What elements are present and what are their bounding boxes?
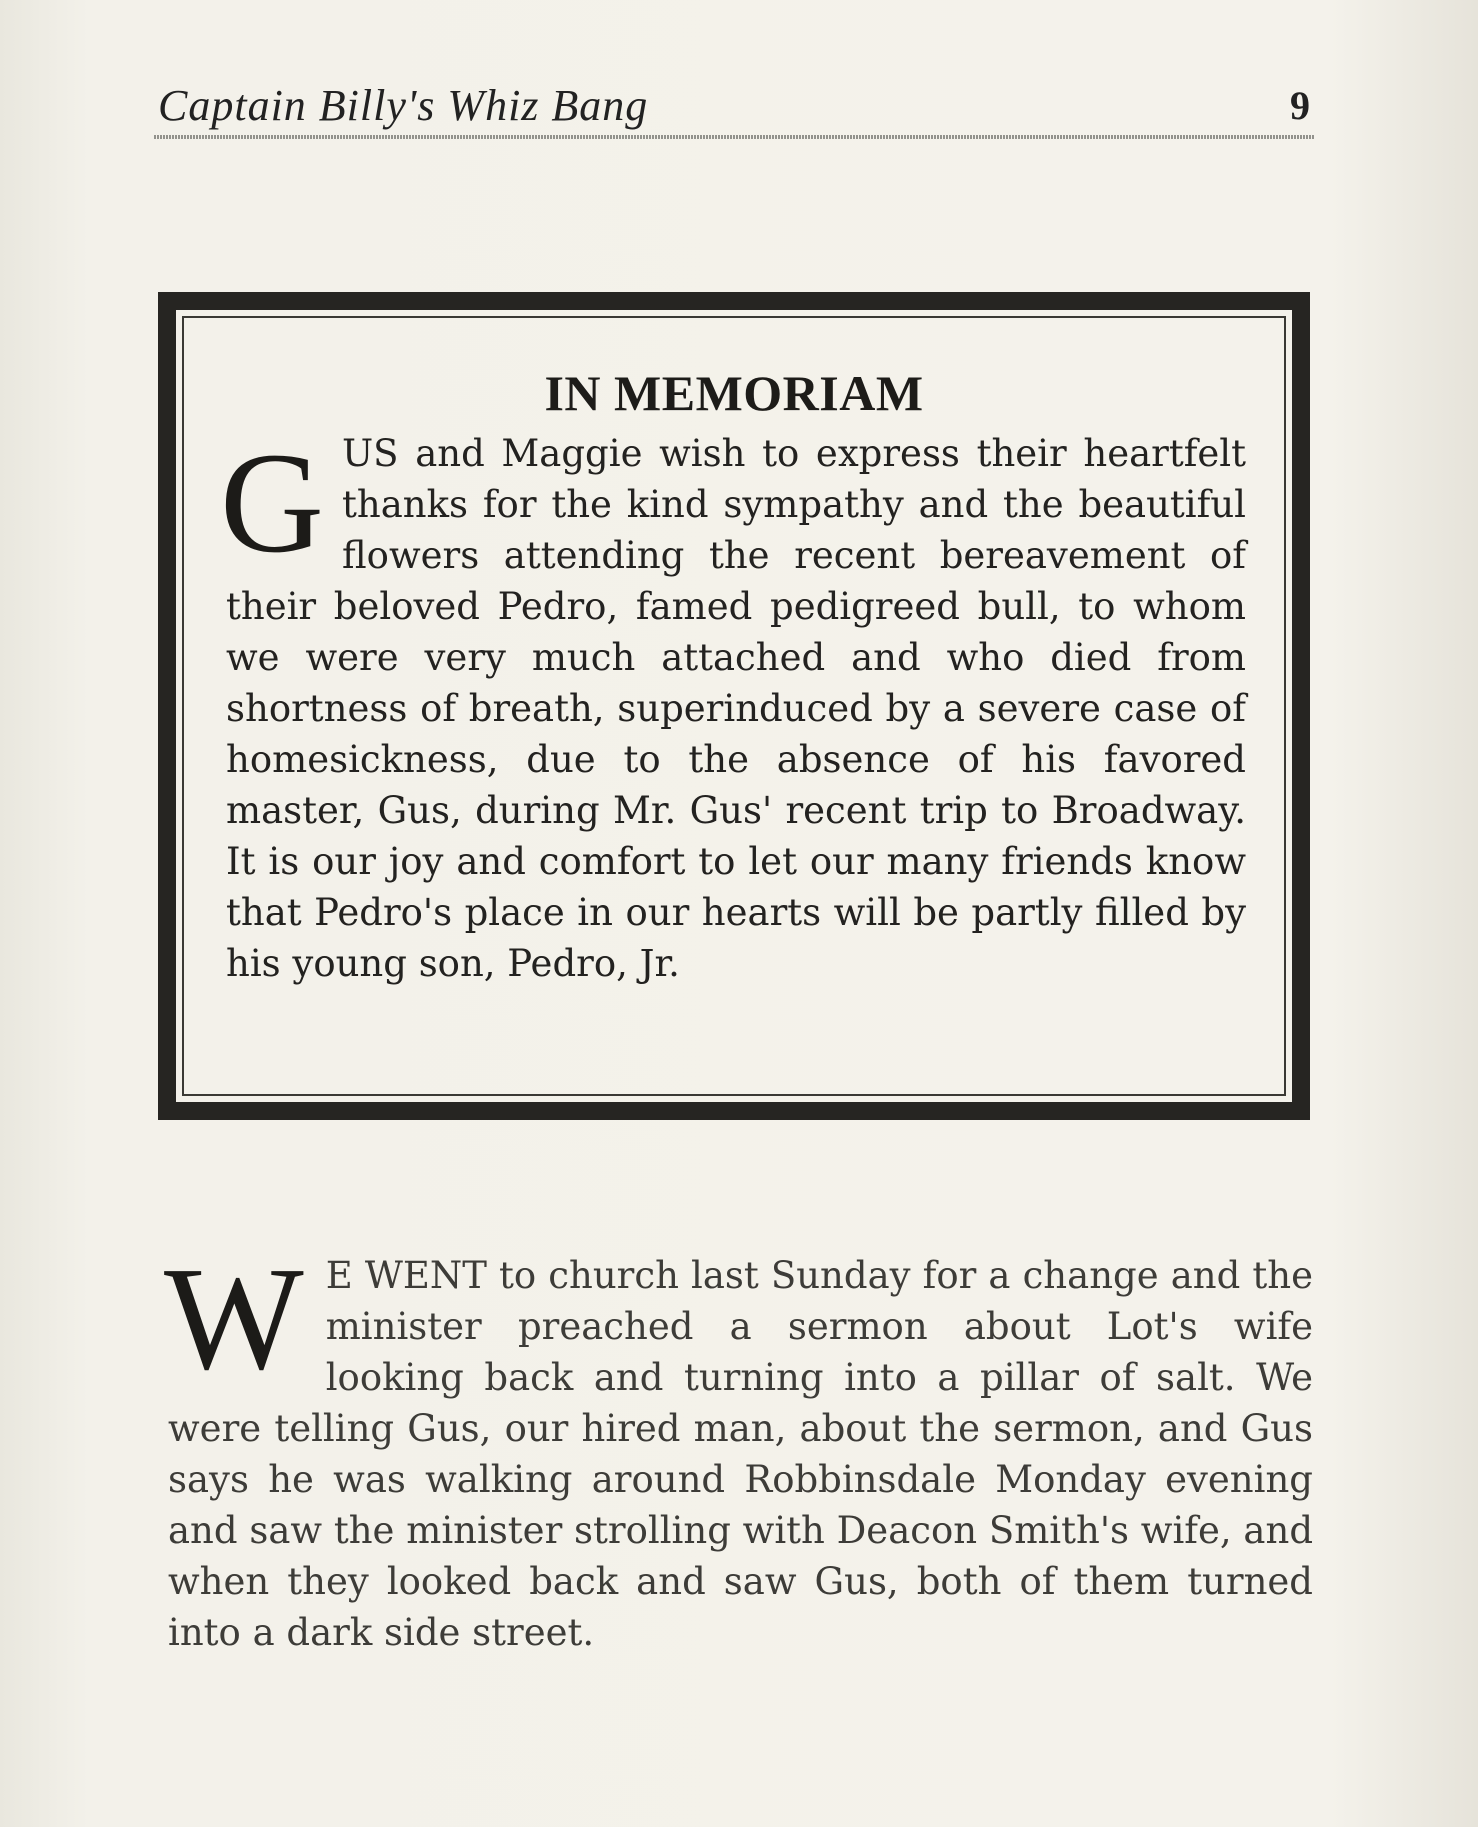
anecdote-body: E WENT to church last Sunday for a change and the minister preached a sermon about Lot's wife looking back and turning into a pillar of salt. We were telling Gus, our hired man, about the sermon, and Gus says he was walking around Robbinsdale Monday evening and saw the minister strolling with Deacon Smith's wife, and when they looked back and saw Gus, both of them turned into a dark side street. [168,1254,1313,1654]
page-number: 9 [1290,83,1310,128]
memoriam-paragraph [220,424,1246,989]
memoriam-body: US and Maggie wish to express their heartfelt thanks for the kind sympathy and the beautiful flowers attending the recent bereavement of their beloved Pedro, famed pedigreed bull, to whom we were very much attached and who died from shortness of breath, superinduced by a severe case of homesickness, due to the absence of his favored master, Gus, during Mr. Gus' recent trip to Broadway. It is our joy and comfort to let our many friends know that Pedro's place in our hearts will be partly filled by his young son, Pedro, Jr. [226,432,1246,985]
drop-cap-w: W [164,1237,304,1401]
running-head [158,80,1310,136]
anecdote-paragraph [164,1237,1313,1658]
memoriam-box [158,292,1310,1120]
memoriam-title: IN MEMORIAM [544,365,924,421]
header-rule [154,135,1314,139]
running-title: Captain Billy's Whiz Bang [158,81,649,130]
drop-cap-g: G [220,424,324,583]
